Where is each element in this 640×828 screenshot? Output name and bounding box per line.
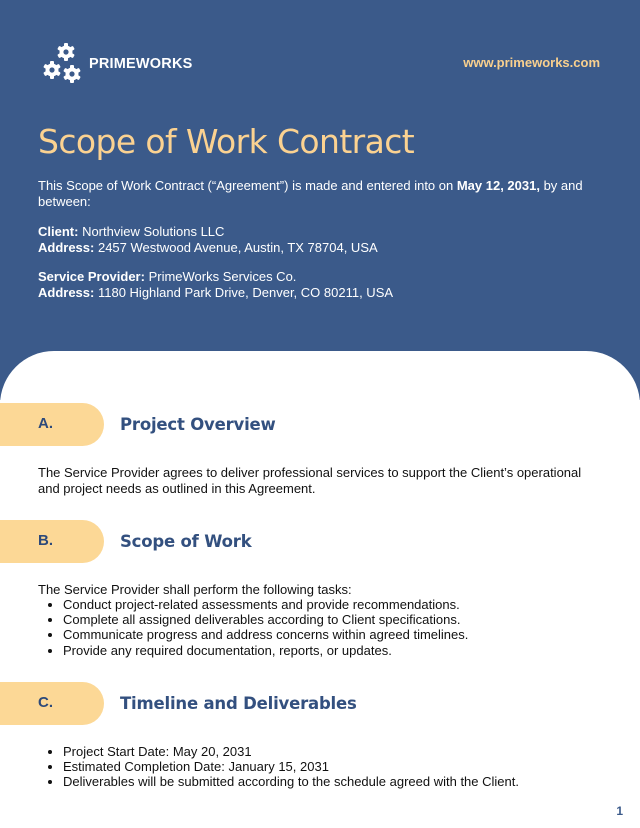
list-item: • Deliverables will be submitted according to the schedule agreed with the Client. — [63, 774, 623, 789]
client-name: Northview Solutions LLC — [78, 224, 225, 239]
section-c-tab — [0, 682, 104, 725]
client-block — [38, 224, 598, 255]
client-address-label: Address: — [38, 239, 95, 255]
brand-name: PRIMEWORKS — [89, 56, 193, 72]
section-b-tab — [0, 520, 104, 563]
section-a-tab — [0, 403, 104, 446]
section-a-letter: A. — [38, 415, 53, 432]
section-a-paragraph: The Service Provider agrees to deliver professional services to support the Client’s operational and project needs as outlined in this Agreement. — [38, 465, 582, 496]
gears-icon — [42, 43, 84, 85]
page-title: Scope of Work Contract — [38, 122, 415, 161]
provider-block — [38, 269, 598, 300]
provider-label: Service Provider: — [38, 269, 145, 284]
page-number: 1 — [616, 804, 623, 818]
section-c-title: Timeline and Deliverables — [120, 694, 357, 713]
intro-paragraph — [38, 178, 598, 209]
section-b-letter: B. — [38, 532, 53, 549]
section-b-paragraph: The Service Provider shall perform the following tasks: — [38, 582, 352, 597]
agreement-date: May 12, 2031, — [456, 178, 540, 193]
client-address: 2457 Westwood Avenue, Austin, TX 78704, USA — [94, 239, 378, 255]
website-link[interactable]: www.primeworks.com — [463, 55, 600, 70]
section-b-title: Scope of Work — [120, 532, 252, 551]
intro-text-before: This Scope of Work Contract (“Agreement”) is made and entered into on — [38, 178, 457, 193]
provider-name: PrimeWorks Services Co. — [144, 269, 297, 284]
section-c-deliverables-list — [38, 744, 623, 790]
list-item: • Estimated Completion Date: January 15, 2031 — [63, 759, 623, 774]
section-a-title: Project Overview — [120, 415, 276, 434]
list-item: • Communicate progress and address concerns within agreed timelines. — [63, 627, 623, 642]
provider-address-label: Address: — [38, 284, 95, 300]
list-item: • Conduct project-related assessments and provide recommendations. — [63, 597, 623, 612]
section-b-task-list — [38, 597, 623, 658]
list-item: • Project Start Date: May 20, 2031 — [63, 744, 623, 759]
list-item: • Provide any required documentation, reports, or updates. — [63, 643, 623, 658]
intro-text-after: by and between: — [38, 178, 583, 209]
list-item: • Complete all assigned deliverables according to Client specifications. — [63, 612, 623, 627]
section-c-letter: C. — [38, 694, 53, 711]
client-label: Client: — [38, 224, 79, 239]
brand-logo — [42, 43, 193, 85]
provider-address: 1180 Highland Park Drive, Denver, CO 80211, USA — [94, 284, 394, 300]
